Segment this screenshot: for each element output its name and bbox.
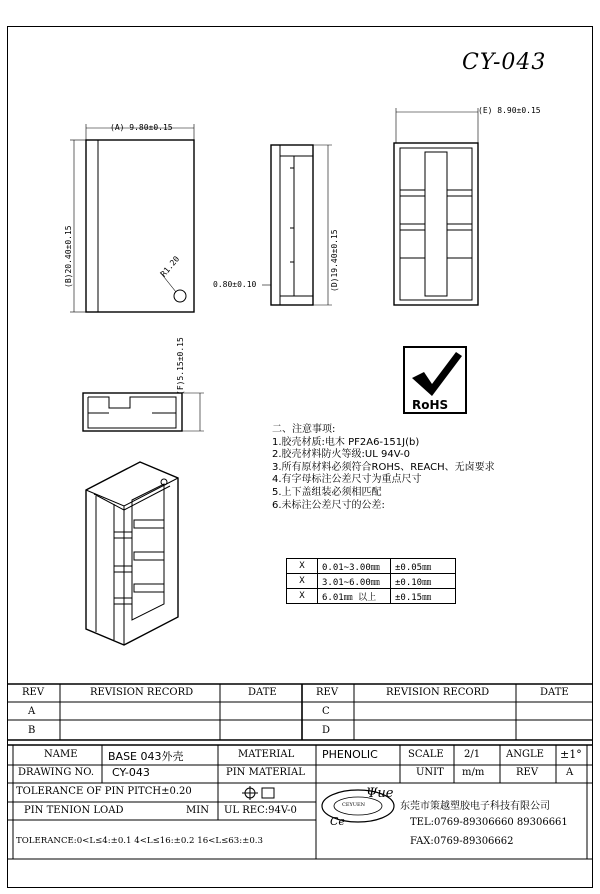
note-item: 3.所有原材料必须符合ROHS、REACH、无卤要求 bbox=[272, 461, 495, 473]
note-item: 5.上下盖组装必须相匹配 bbox=[272, 486, 382, 498]
table-row: X 3.01~6.00㎜ ±0.10㎜ bbox=[287, 574, 456, 589]
angle-value: ±1° bbox=[560, 748, 582, 761]
table-row: X 0.01~3.00㎜ ±0.05㎜ bbox=[287, 559, 456, 574]
name-value: BASE 043外壳 bbox=[108, 750, 184, 763]
company-fax: FAX:0769-89306662 bbox=[410, 836, 514, 847]
logo-ring-text: CEYUEN bbox=[342, 802, 366, 808]
company-tel: TEL:0769-89306660 89306661 bbox=[410, 817, 568, 828]
min-label: MIN bbox=[186, 805, 209, 816]
note-item: 2.胶壳材料防火等级:UL 94V-0 bbox=[272, 449, 410, 461]
date-header: DATE bbox=[248, 687, 277, 698]
material-value: PHENOLIC bbox=[322, 748, 378, 761]
note-item: 6.未标注公差尺寸的公差: bbox=[272, 499, 385, 511]
rev-header-2: REV bbox=[316, 687, 339, 698]
revision-record-header: REVISION RECORD bbox=[90, 687, 194, 698]
drawing-no-label: DRAWING NO. bbox=[18, 767, 95, 778]
rev-row-d: D bbox=[322, 725, 331, 736]
ul-label: UL REC:94V-0 bbox=[224, 805, 297, 816]
dim-b-label: (B)20.40±0.15 bbox=[64, 225, 73, 288]
rev-header: REV bbox=[22, 687, 45, 698]
dim-f-label: (F)5.15±0.15 bbox=[176, 337, 185, 395]
date-header-2: DATE bbox=[540, 687, 569, 698]
dim-d-label: (D)19.40±0.15 bbox=[330, 229, 339, 292]
dim-a-label: (A) 9.80±0.15 bbox=[110, 123, 173, 132]
radius-label: R1.20 bbox=[158, 254, 182, 279]
material-label: MATERIAL bbox=[238, 749, 295, 760]
pin-material-label: PIN MATERIAL bbox=[226, 767, 305, 778]
rev-label: REV bbox=[516, 767, 539, 778]
rev-value: A bbox=[566, 767, 574, 778]
rev-row-a: A bbox=[28, 706, 36, 717]
drawing-title: CY-043 bbox=[462, 50, 547, 75]
rohs-label: RoHS bbox=[412, 398, 449, 412]
company-name: 东莞市策越塑胶电子科技有限公司 bbox=[400, 801, 550, 812]
dim-e-label: (E) 8.90±0.15 bbox=[478, 106, 541, 115]
tolerance-line: TOLERANCE:0<L≤4:±0.1 4<L≤16:±0.2 16<L≤63:±0.3 bbox=[16, 836, 263, 846]
logo-small-text: Ce bbox=[330, 815, 345, 828]
table-row: X 6.01㎜ 以上 ±0.15㎜ bbox=[287, 589, 456, 604]
wall-dim-label: 0.80±0.10 bbox=[213, 280, 257, 289]
pin-pitch-label: TOLERANCE OF PIN PITCH±0.20 bbox=[16, 786, 192, 797]
note-item: 4.有字母标注公差尺寸为重点尺寸 bbox=[272, 474, 422, 486]
unit-value: m/m bbox=[462, 767, 485, 778]
pin-tension-label: PIN TENION LOAD bbox=[24, 805, 124, 816]
scale-value: 2/1 bbox=[464, 749, 481, 760]
revision-record-header-2: REVISION RECORD bbox=[386, 687, 490, 698]
rev-row-c: C bbox=[322, 706, 330, 717]
name-label: NAME bbox=[44, 749, 78, 760]
scale-label: SCALE bbox=[408, 749, 444, 760]
drawing-no-value: CY-043 bbox=[112, 766, 150, 779]
rev-row-b: B bbox=[28, 725, 36, 736]
note-heading: 二、注意事项: bbox=[272, 424, 336, 435]
note-item: 1.胶壳材质:电木 PF2A6-151J(b) bbox=[272, 436, 420, 448]
angle-label: ANGLE bbox=[506, 749, 544, 760]
unit-label: UNIT bbox=[416, 767, 444, 778]
logo-top-text: Ψue bbox=[366, 786, 394, 801]
